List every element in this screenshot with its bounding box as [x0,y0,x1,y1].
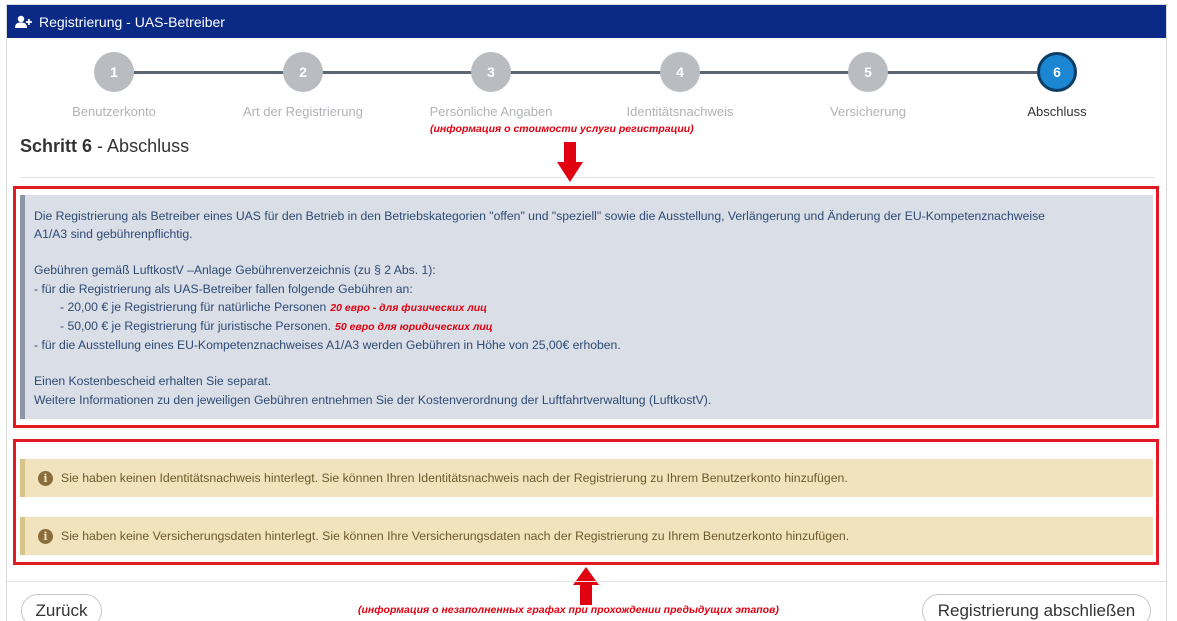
annotation-missing-info: (информация о незаполненных графах при прохождении предыдущих этапов) [358,604,779,616]
warning-text: Sie haben keinen Identitätsnachweis hinterlegt. Sie können Ihren Identitätsnachweis nach der Registrierung zu Ihrem Benutzerkonto hinzufügen. [61,471,848,485]
info-line-legal: - 50,00 € je Registrierung für juristische Personen. 50 евро для юридических лиц [60,319,493,334]
annotation-legal-persons: 50 евро для юридических лиц [334,321,493,334]
up-arrow-annotation [573,567,599,605]
finish-registration-button[interactable]: Registrierung abschließen [922,594,1151,621]
user-plus-icon [15,15,33,29]
info-line-natural: - 20,00 € je Registrierung für natürliche Personen 20 евро - для физических лиц [60,299,487,314]
info-line: Die Registrierung als Betreiber eines UAS für den Betrieb in den Betriebskategorien "offen" und "speziell" sowie die Ausstellung, Verlängerung und Änderung der EU-Kompetenznachweise [34,209,1045,223]
step-4[interactable] [585,52,775,119]
page-title [20,136,189,157]
info-line: A1/A3 sind gebührenpflichtig. [34,227,193,242]
info-line: Einen Kostenbescheid erhalten Sie separat. [34,374,272,389]
step-5-label: Versicherung [830,104,906,119]
info-icon: i [38,529,53,544]
info-line: Gebühren gemäß LuftkostV –Anlage Gebührenverzeichnis (zu § 2 Abs. 1): [34,263,436,278]
step-2[interactable] [208,52,398,119]
title-separator: - [92,136,108,156]
annotation-natural-persons: 20 евро - для физических лиц [330,301,487,314]
step-1-number: 1 [94,52,134,92]
footer-divider [7,581,1166,582]
step-5[interactable] [773,52,963,119]
down-arrow-annotation [557,142,583,182]
step-5-number: 5 [848,52,888,92]
step-1[interactable] [19,52,209,119]
divider [20,177,1155,178]
step-6[interactable] [962,52,1152,119]
window-title: Registrierung - UAS-Betreiber [39,13,225,30]
step-4-label: Identitätsnachweis [626,104,734,119]
step-number: Schritt 6 [20,136,93,156]
step-6-label: Abschluss [1027,104,1087,119]
step-4-number: 4 [660,52,700,92]
step-1-label: Benutzerkonto [72,104,156,119]
step-title: Abschluss [107,136,190,156]
title-bar [7,5,1166,38]
info-line: Weitere Informationen zu den jeweiligen Gebühren entnehmen Sie der Kostenverordnung der Luftfahrtverwaltung (LuftkostV). [34,392,712,407]
step-2-number: 2 [283,52,323,92]
warning-text: Sie haben keine Versicherungsdaten hinterlegt. Sie können Ihre Versicherungsdaten nach der Registrierung zu Ihrem Benutzerkonto hinzufügen. [61,529,850,543]
info-line: - für die Ausstellung eines EU-Kompetenznachweises A1/A3 werden Gebühren in Höhe von 25,00€ erhoben. [34,338,621,353]
annotation-cost-info: (информация о стоимости услуги регистрации) [430,123,694,135]
info-line: - für die Registrierung als UAS-Betreiber fallen folgende Gebühren an: [34,281,413,296]
step-6-number: 6 [1037,52,1077,92]
back-button[interactable]: Zurück [21,594,102,621]
step-3-number: 3 [471,52,511,92]
warning-identity [20,459,1153,497]
progress-stepper [20,52,1140,122]
fee-info-box [20,195,1153,419]
step-3-label: Persönliche Angaben [429,104,553,119]
warning-insurance [20,517,1153,555]
step-2-label: Art der Registrierung [243,104,363,119]
info-icon: i [38,471,53,486]
step-3[interactable] [396,52,586,119]
